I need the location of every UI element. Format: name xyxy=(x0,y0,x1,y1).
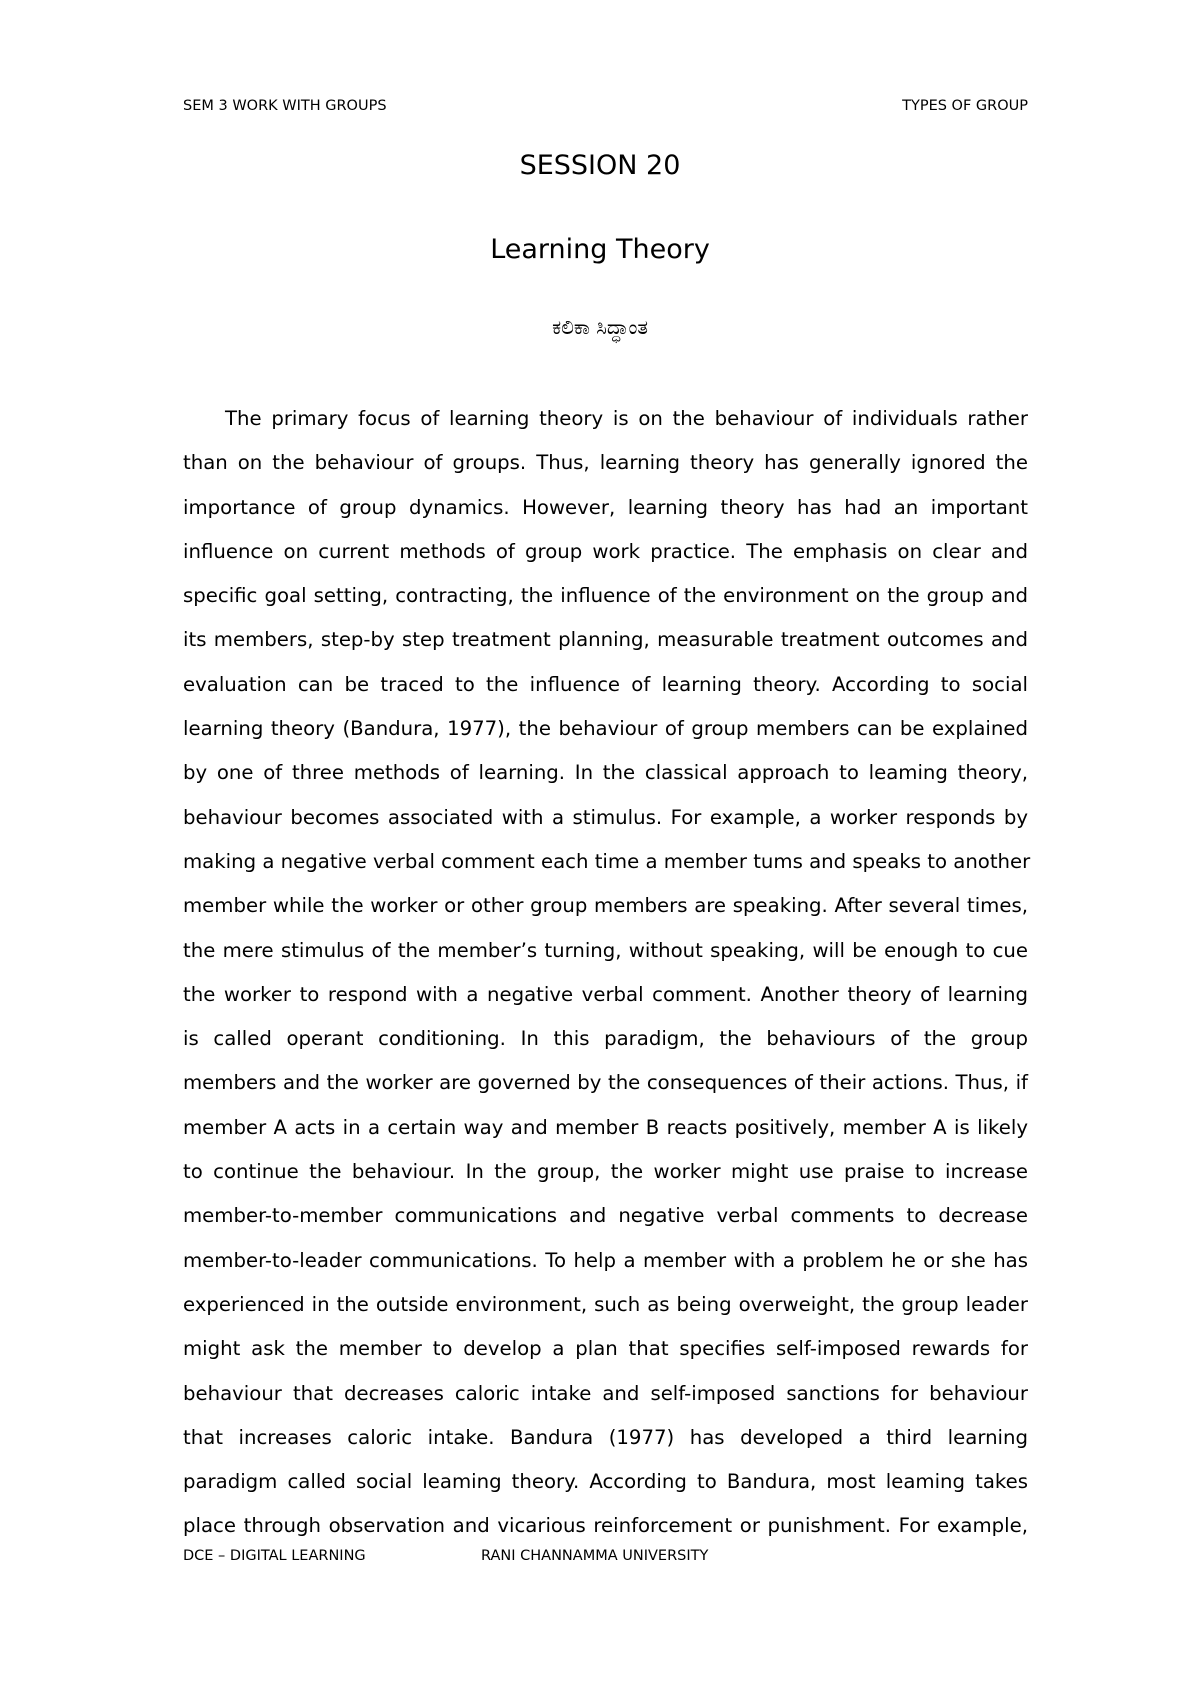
paragraph-line: paradigm called social leaming theory. According to Bandura, most leaming takes xyxy=(183,1470,1028,1494)
header-topic-label: TYPES OF GROUP xyxy=(902,98,1028,114)
paragraph-line: learning theory (Bandura, 1977), the behaviour of group members can be explained xyxy=(183,717,1028,741)
paragraph-line: place through observation and vicarious reinforcement or punishment. For example, xyxy=(183,1514,1028,1538)
paragraph-line: member-to-member communications and negative verbal comments to decrease xyxy=(183,1204,1028,1228)
paragraph-line: its members, step-by step treatment planning, measurable treatment outcomes and xyxy=(183,628,1028,652)
paragraph-line: making a negative verbal comment each time a member tums and speaks to another xyxy=(183,849,1031,873)
paragraph-line: experienced in the outside environment, such as being overweight, the group leader xyxy=(183,1292,1028,1316)
paragraph-line: to continue the behaviour. In the group, the worker might use praise to increase xyxy=(183,1160,1028,1184)
paragraph-line: behaviour that decreases caloric intake and self-imposed sanctions for behaviour xyxy=(183,1381,1028,1405)
body-paragraph xyxy=(183,397,1031,1549)
paragraph-line: evaluation can be traced to the influence of learning theory. According to social xyxy=(183,672,1028,696)
paragraph-line: that increases caloric intake. Bandura (1977) has developed a third learning xyxy=(183,1425,1028,1449)
paragraph-line: The primary focus of learning theory is on the behaviour of individuals rather xyxy=(225,407,1028,430)
paragraph-line: might ask the member to develop a plan that specifies self-imposed rewards for xyxy=(183,1337,1028,1361)
header-course-label: SEM 3 WORK WITH GROUPS xyxy=(183,98,387,114)
paragraph-line: is called operant conditioning. In this paradigm, the behaviours of the group xyxy=(183,1027,1028,1051)
session-heading: SESSION 20 xyxy=(519,150,681,181)
paragraph-line: member-to-leader communications. To help a member with a problem he or she has xyxy=(183,1248,1028,1272)
paragraph-line: member while the worker or other group members are speaking. After several times, xyxy=(183,894,1028,918)
paragraph-line: specific goal setting, contracting, the influence of the environment on the group and xyxy=(183,584,1028,608)
paragraph-line: than on the behaviour of groups. Thus, learning theory has generally ignored the xyxy=(183,451,1028,475)
paragraph-line: behaviour becomes associated with a stimulus. For example, a worker responds by xyxy=(183,805,1028,829)
footer-department-label: DCE – DIGITAL LEARNING xyxy=(183,1548,366,1564)
running-header xyxy=(183,98,1028,114)
paragraph-line: by one of three methods of learning. In the classical approach to leaming theory, xyxy=(183,761,1028,785)
paragraph-line: members and the worker are governed by the consequences of their actions. Thus, if xyxy=(183,1071,1028,1095)
page-subtitle-kannada: ಕಲಿಕಾ ಸಿದ್ಧಾಂತ xyxy=(552,315,648,339)
paragraph-line: the mere stimulus of the member’s turning, without speaking, will be enough to cue xyxy=(183,938,1028,962)
page-title: Learning Theory xyxy=(490,234,710,265)
footer-university-label: RANI CHANNAMMA UNIVERSITY xyxy=(481,1548,709,1564)
paragraph-line: member A acts in a certain way and member B reacts positively, member A is likely xyxy=(183,1115,1028,1139)
paragraph-line: importance of group dynamics. However, learning theory has had an important xyxy=(183,495,1028,519)
paragraph-line: influence on current methods of group work practice. The emphasis on clear and xyxy=(183,539,1028,563)
paragraph-line: the worker to respond with a negative verbal comment. Another theory of learning xyxy=(183,982,1028,1006)
